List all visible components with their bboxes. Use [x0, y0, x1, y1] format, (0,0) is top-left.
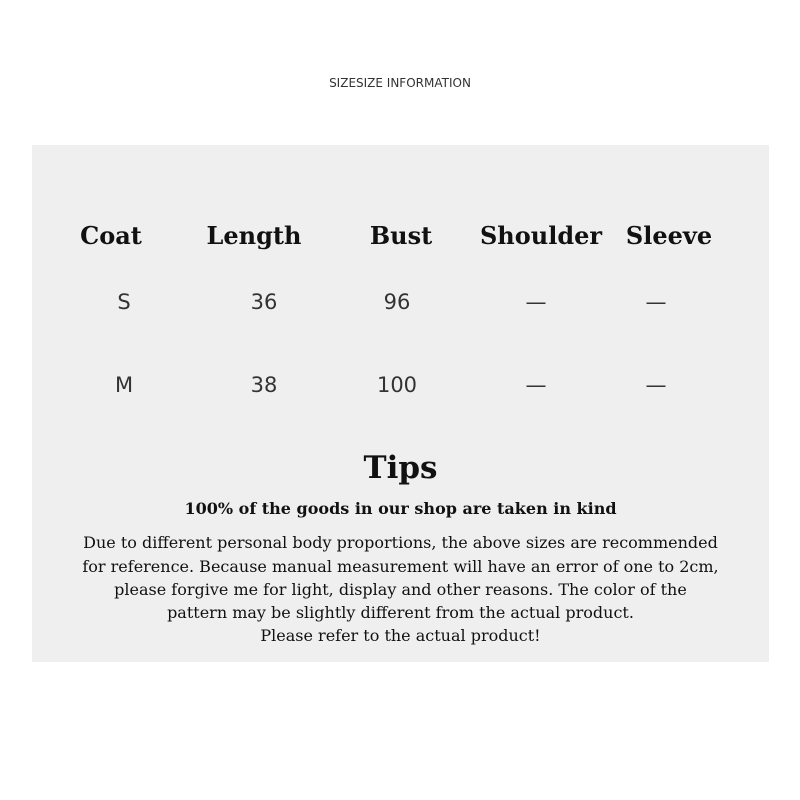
header-shoulder: Shoulder: [479, 221, 603, 250]
cell-bust: 100: [376, 373, 418, 397]
cell-size: M: [114, 373, 134, 397]
cell-shoulder: —: [525, 373, 547, 397]
tips-subtitle: 100% of the goods in our shop are taken in kind: [184, 499, 617, 518]
header-length: Length: [206, 221, 302, 250]
tips-line: please forgive me for light, display and other reasons. The color of the: [114, 580, 687, 599]
header-coat: Coat: [80, 221, 142, 250]
header-sleeve: Sleeve: [625, 221, 713, 250]
cell-length: 38: [250, 373, 278, 397]
cell-shoulder: —: [525, 290, 547, 314]
tips-line: pattern may be slightly different from the actual product.: [167, 603, 634, 622]
header-bust: Bust: [369, 221, 433, 250]
tips-line: Due to different personal body proportions, the above sizes are recommended: [83, 533, 718, 552]
tips-line: Please refer to the actual product!: [260, 626, 541, 645]
cell-length: 36: [250, 290, 278, 314]
cell-size: S: [117, 290, 131, 314]
cell-bust: 96: [383, 290, 411, 314]
size-info-panel: [32, 145, 769, 662]
tips-line: for reference. Because manual measurement will have an error of one to 2cm,: [82, 557, 719, 576]
tips-title: Tips: [363, 450, 438, 486]
cell-sleeve: —: [645, 373, 667, 397]
page-title: SIZESIZE INFORMATION: [329, 76, 471, 90]
cell-sleeve: —: [645, 290, 667, 314]
